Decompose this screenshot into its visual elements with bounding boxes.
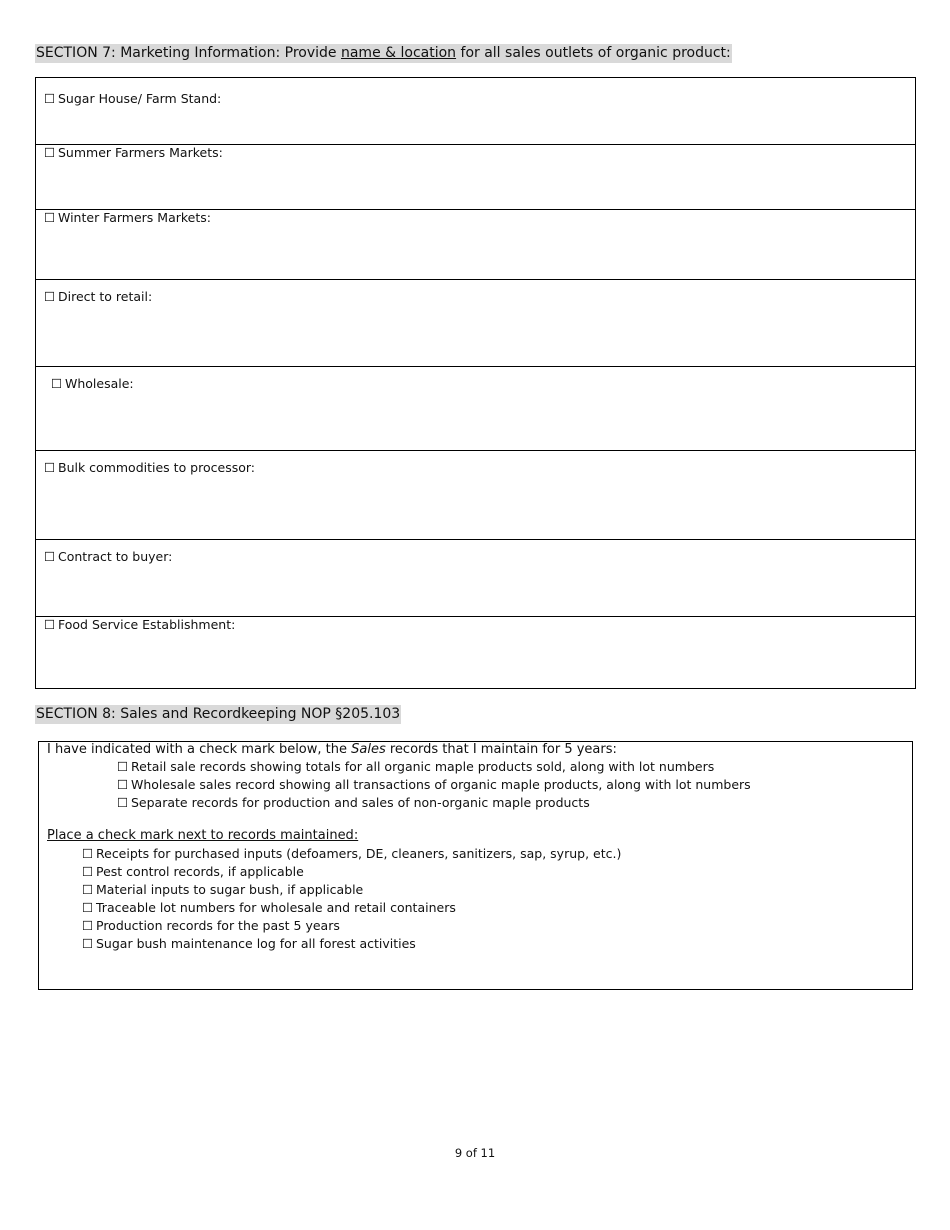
- outlet-label: Wholesale:: [65, 376, 134, 391]
- intro-sales-italic: Sales: [351, 742, 386, 757]
- checkbox-icon: ☐: [44, 460, 56, 475]
- wholesale-checkbox[interactable]: [51, 376, 134, 392]
- recordkeeping-box: [38, 741, 913, 990]
- checkbox-icon: ☐: [44, 210, 56, 225]
- intro-text-before: I have indicated with a check mark below, the: [47, 742, 352, 757]
- sales-outlets-table: [35, 77, 916, 689]
- record-label: Separate records for production and sales of non-organic maple products: [131, 795, 590, 810]
- outlet-label: Winter Farmers Markets:: [58, 210, 211, 225]
- outlet-label: Direct to retail:: [58, 289, 153, 304]
- outlet-label: Food Service Establishment:: [58, 617, 236, 632]
- section-7-heading-underlined: name & location: [340, 45, 457, 61]
- bulk-processor-checkbox[interactable]: [44, 460, 255, 476]
- outlet-row-contract-buyer[interactable]: [36, 539, 915, 616]
- checkbox-icon: ☐: [44, 289, 56, 304]
- record-label: Receipts for purchased inputs (defoamers, DE, cleaners, sanitizers, sap, syrup, etc.): [96, 846, 622, 861]
- checkbox-icon: ☐: [82, 846, 94, 861]
- pest-control-records-checkbox[interactable]: [82, 864, 304, 880]
- checkbox-icon: ☐: [82, 882, 94, 897]
- retail-sale-records-checkbox[interactable]: [117, 759, 714, 775]
- checkbox-icon: ☐: [44, 549, 56, 564]
- outlet-row-direct-retail[interactable]: [36, 279, 915, 366]
- record-label: Sugar bush maintenance log for all forest activities: [96, 936, 416, 951]
- place-check-label: Place a check mark next to records maintained:: [47, 828, 359, 843]
- separate-records-checkbox[interactable]: [117, 795, 590, 811]
- purchased-inputs-receipts-checkbox[interactable]: [82, 846, 621, 862]
- section-7-heading-prefix: SECTION 7: Marketing Information: Provide: [36, 45, 341, 61]
- checkbox-icon: ☐: [82, 900, 94, 915]
- contract-buyer-checkbox[interactable]: [44, 549, 172, 565]
- food-service-checkbox[interactable]: [44, 617, 235, 633]
- checkbox-icon: ☐: [44, 617, 56, 632]
- checkbox-icon: ☐: [44, 91, 56, 106]
- checkbox-icon: ☐: [117, 777, 129, 792]
- intro-text-after: records that I maintain for 5 years:: [385, 742, 617, 757]
- record-label: Material inputs to sugar bush, if applicable: [96, 882, 364, 897]
- checkbox-icon: ☐: [117, 759, 129, 774]
- outlet-row-wholesale[interactable]: [36, 366, 915, 450]
- traceable-lot-numbers-checkbox[interactable]: [82, 900, 456, 916]
- checkbox-icon: ☐: [117, 795, 129, 810]
- material-inputs-checkbox[interactable]: [82, 882, 363, 898]
- record-label: Wholesale sales record showing all transactions of organic maple products, along with lot numbers: [131, 777, 751, 792]
- checkbox-icon: ☐: [82, 936, 94, 951]
- record-label: Retail sale records showing totals for all organic maple products sold, along with lot numbers: [131, 759, 715, 774]
- outlet-row-bulk-processor[interactable]: [36, 450, 915, 539]
- page-number: 9 of 11: [454, 1146, 496, 1160]
- outlet-label: Bulk commodities to processor:: [58, 460, 255, 475]
- sugar-house-checkbox[interactable]: [44, 91, 221, 107]
- winter-markets-checkbox[interactable]: [44, 210, 211, 226]
- direct-retail-checkbox[interactable]: [44, 289, 152, 305]
- section-7-heading: [35, 44, 732, 63]
- record-label: Production records for the past 5 years: [96, 918, 340, 933]
- outlet-label: Summer Farmers Markets:: [58, 145, 223, 160]
- outlet-label: Contract to buyer:: [58, 549, 173, 564]
- record-label: Traceable lot numbers for wholesale and retail containers: [96, 900, 456, 915]
- outlet-label: Sugar House/ Farm Stand:: [58, 91, 222, 106]
- checkbox-icon: ☐: [51, 376, 63, 391]
- outlet-row-food-service[interactable]: [36, 616, 915, 688]
- section-8-heading: SECTION 8: Sales and Recordkeeping NOP §205.103: [36, 706, 401, 722]
- wholesale-records-checkbox[interactable]: [117, 777, 751, 793]
- checkbox-icon: ☐: [82, 864, 94, 879]
- section-7-heading-suffix: for all sales outlets of organic product:: [456, 45, 731, 61]
- sugar-bush-log-checkbox[interactable]: [82, 936, 416, 952]
- sales-records-intro: [47, 742, 617, 758]
- outlet-row-winter-markets[interactable]: [36, 209, 915, 279]
- outlet-row-summer-markets[interactable]: [36, 144, 915, 209]
- checkbox-icon: ☐: [82, 918, 94, 933]
- outlet-row-sugar-house[interactable]: [36, 78, 915, 144]
- checkbox-icon: ☐: [44, 145, 56, 160]
- record-label: Pest control records, if applicable: [96, 864, 304, 879]
- production-records-checkbox[interactable]: [82, 918, 340, 934]
- summer-markets-checkbox[interactable]: [44, 145, 223, 161]
